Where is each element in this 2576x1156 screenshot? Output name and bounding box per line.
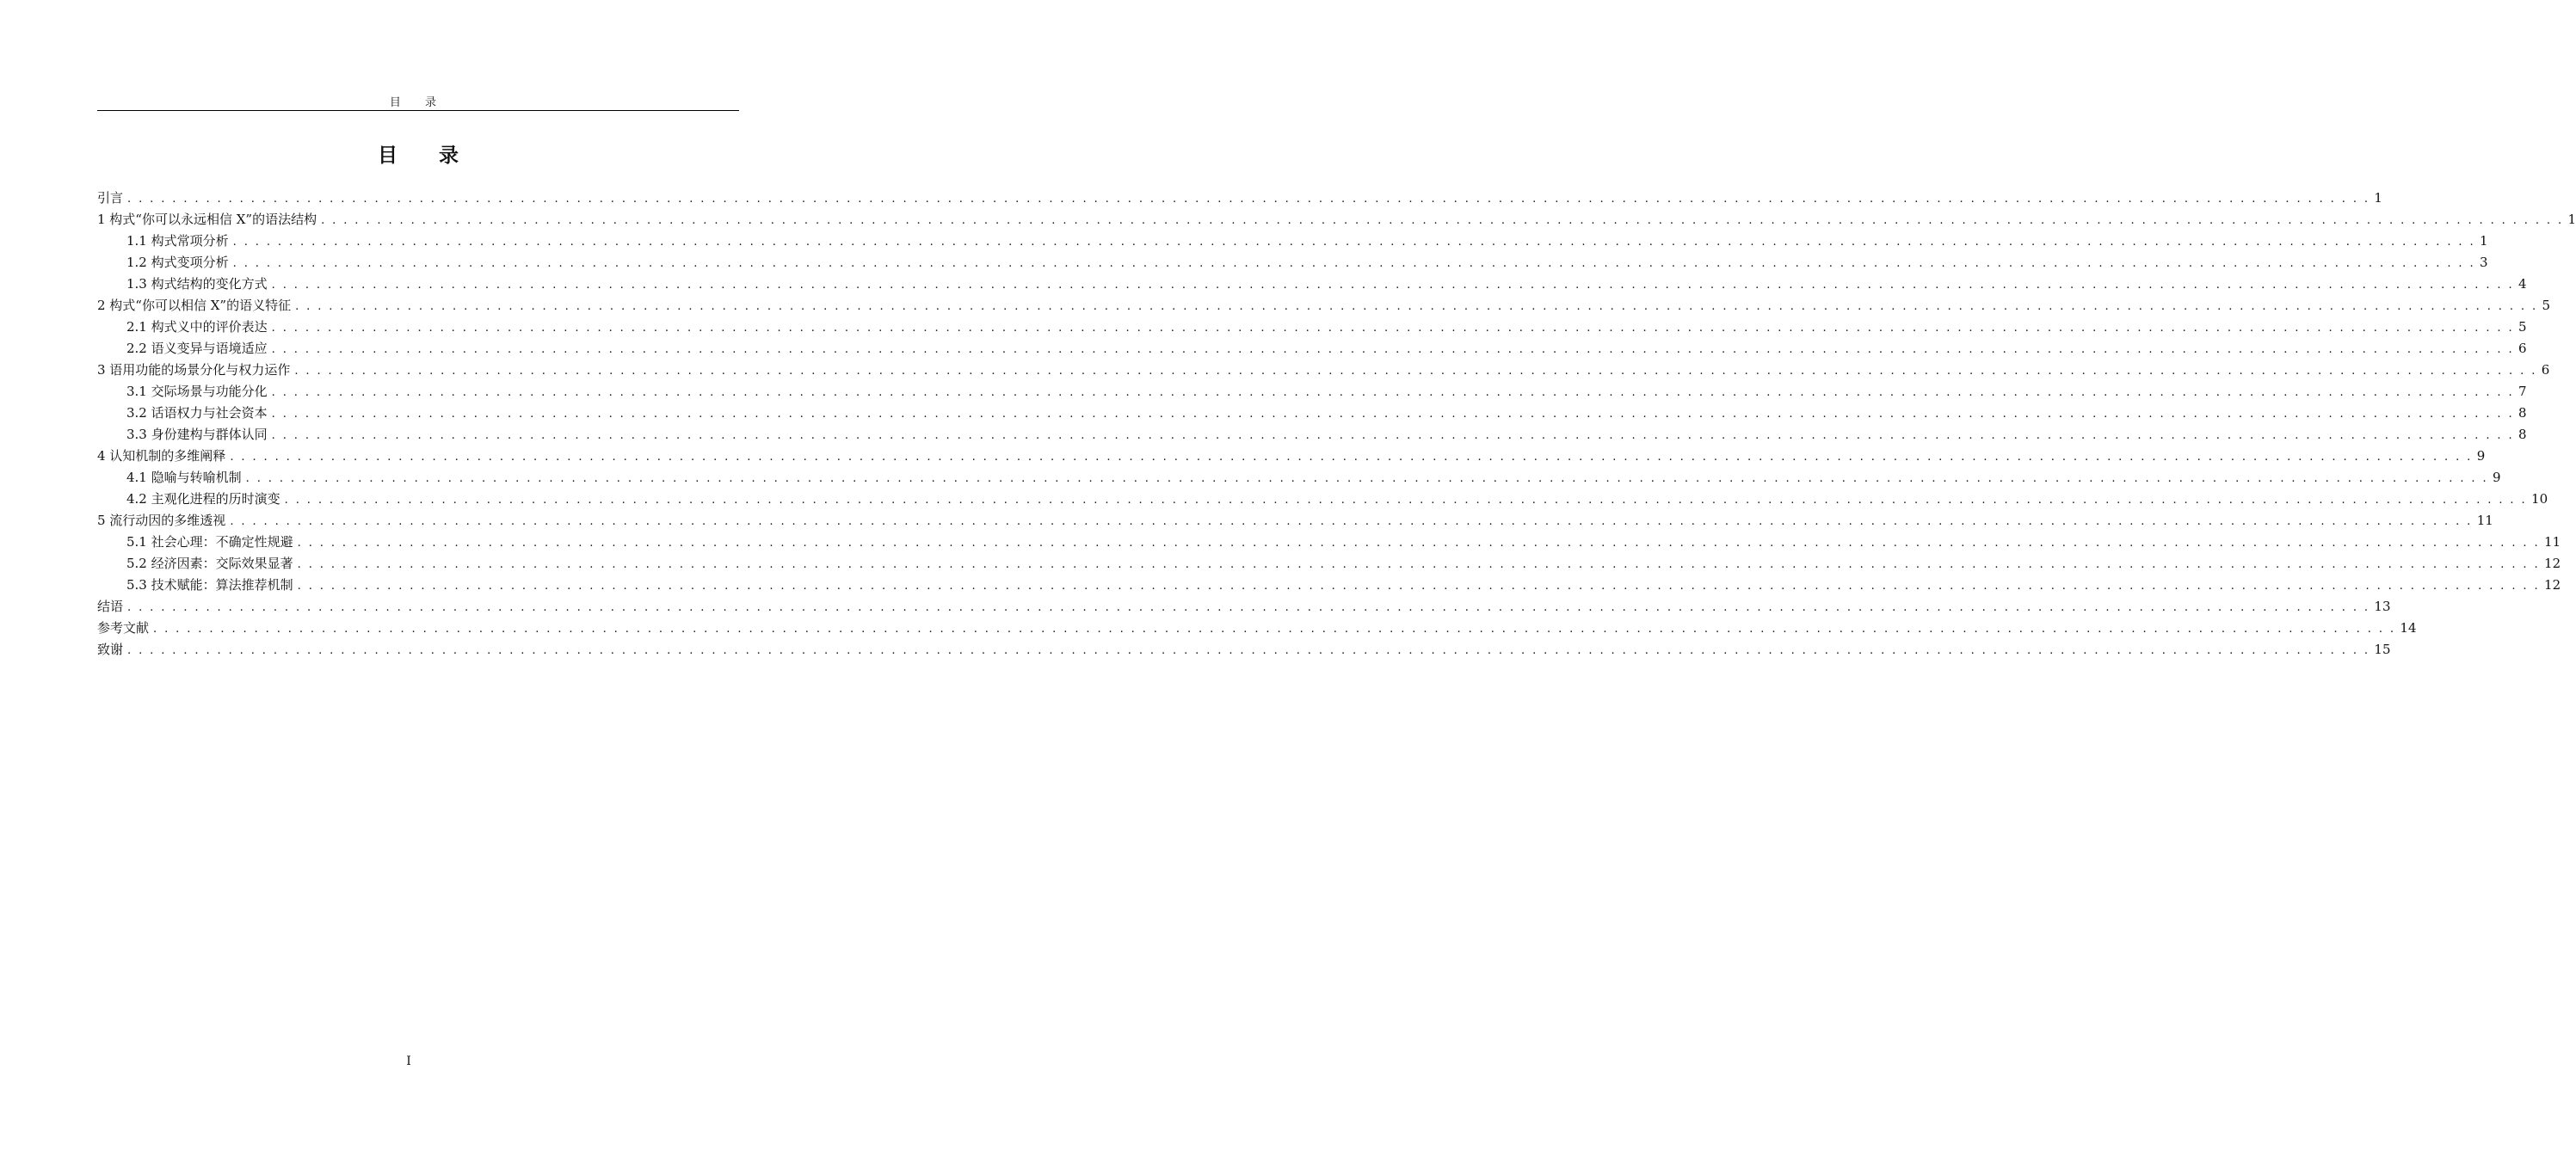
toc-dot-leader: . . . . . . . . . . . . . . . . . . . . . . . . . . . . . . . . . . . . . . . . . . . . . . . . . . . . . . . . . . . . . . . . . . . . . . . . . . . . . . . . . . . . . . . . . . . . . . . . . . . . . . . . . . . . . . . . . . . . . . . . . . . . . . . . . . . . . . . . . . . . . . . . . . . . . . . . . . . . . . . . . . . . . . . . . . . . . . . . . . . . . . . . . . . . . . . . . . . . . . . . bbox=[232, 236, 2476, 249]
toc-entry[interactable]: 引言 . . . . . . . . . . . . . . . . . . . . . . . . . . . . . . . . . . . . . . . . . . . . . . . . . . . . . . . . . . . . . . . . . . . . . . . . . . . . . . . . . . . . . . . . . . . . . . . . . . . . . . . . . . . . . . . . . . . . . . . . . . . . . . . . . . . . . . . . . . . . . . . . . . . . . . . . . . . . . . . . . . . . . . . . . . . . . . . . . . . . . . . . . . . . . . . . . . . . . . . . 1 bbox=[97, 188, 739, 209]
toc-entry[interactable]: 4 认知机制的多维阐释 . . . . . . . . . . . . . . . . . . . . . . . . . . . . . . . . . . . . . . . . . . . . . . . . . . . . . . . . . . . . . . . . . . . . . . . . . . . . . . . . . . . . . . . . . . . . . . . . . . . . . . . . . . . . . . . . . . . . . . . . . . . . . . . . . . . . . . . . . . . . . . . . . . . . . . . . . . . . . . . . . . . . . . . . . . . . . . . . . . . . . . . . . . . . . . . . . . . . . . . . 9 bbox=[97, 446, 739, 467]
toc-entry[interactable]: 结语 . . . . . . . . . . . . . . . . . . . . . . . . . . . . . . . . . . . . . . . . . . . . . . . . . . . . . . . . . . . . . . . . . . . . . . . . . . . . . . . . . . . . . . . . . . . . . . . . . . . . . . . . . . . . . . . . . . . . . . . . . . . . . . . . . . . . . . . . . . . . . . . . . . . . . . . . . . . . . . . . . . . . . . . . . . . . . . . . . . . . . . . . . . . . . . . . . . . . . . . . 13 bbox=[97, 596, 739, 618]
toc-entry[interactable]: 2 构式“你可以相信 X”的语义特征 . . . . . . . . . . . . . . . . . . . . . . . . . . . . . . . . . . . . . . . . . . . . . . . . . . . . . . . . . . . . . . . . . . . . . . . . . . . . . . . . . . . . . . . . . . . . . . . . . . . . . . . . . . . . . . . . . . . . . . . . . . . . . . . . . . . . . . . . . . . . . . . . . . . . . . . . . . . . . . . . . . . . . . . . . . . . . . . . . . . . . . . . . . . . . . . . . . . . . . . . 5 bbox=[97, 295, 739, 317]
toc-entry[interactable]: 2.2 语义变异与语境适应 . . . . . . . . . . . . . . . . . . . . . . . . . . . . . . . . . . . . . . . . . . . . . . . . . . . . . . . . . . . . . . . . . . . . . . . . . . . . . . . . . . . . . . . . . . . . . . . . . . . . . . . . . . . . . . . . . . . . . . . . . . . . . . . . . . . . . . . . . . . . . . . . . . . . . . . . . . . . . . . . . . . . . . . . . . . . . . . . . . . . . . . . . . . . . . . . . . . . . . . . 6 bbox=[97, 338, 739, 360]
toc-entry-label: 5.3 技术赋能：算法推荐机制 bbox=[126, 577, 293, 593]
toc-entry[interactable]: 1.1 构式常项分析 . . . . . . . . . . . . . . . . . . . . . . . . . . . . . . . . . . . . . . . . . . . . . . . . . . . . . . . . . . . . . . . . . . . . . . . . . . . . . . . . . . . . . . . . . . . . . . . . . . . . . . . . . . . . . . . . . . . . . . . . . . . . . . . . . . . . . . . . . . . . . . . . . . . . . . . . . . . . . . . . . . . . . . . . . . . . . . . . . . . . . . . . . . . . . . . . . . . . . . . . 1 bbox=[97, 231, 739, 252]
toc-entry[interactable]: 3.1 交际场景与功能分化 . . . . . . . . . . . . . . . . . . . . . . . . . . . . . . . . . . . . . . . . . . . . . . . . . . . . . . . . . . . . . . . . . . . . . . . . . . . . . . . . . . . . . . . . . . . . . . . . . . . . . . . . . . . . . . . . . . . . . . . . . . . . . . . . . . . . . . . . . . . . . . . . . . . . . . . . . . . . . . . . . . . . . . . . . . . . . . . . . . . . . . . . . . . . . . . . . . . . . . . . 7 bbox=[97, 381, 739, 403]
toc-dot-leader: . . . . . . . . . . . . . . . . . . . . . . . . . . . . . . . . . . . . . . . . . . . . . . . . . . . . . . . . . . . . . . . . . . . . . . . . . . . . . . . . . . . . . . . . . . . . . . . . . . . . . . . . . . . . . . . . . . . . . . . . . . . . . . . . . . . . . . . . . . . . . . . . . . . . . . . . . . . . . . . . . . . . . . . . . . . . . . . . . . . . . . . . . . . . . . . . . . . . . . . . bbox=[271, 429, 2515, 442]
toc-dot-leader: . . . . . . . . . . . . . . . . . . . . . . . . . . . . . . . . . . . . . . . . . . . . . . . . . . . . . . . . . . . . . . . . . . . . . . . . . . . . . . . . . . . . . . . . . . . . . . . . . . . . . . . . . . . . . . . . . . . . . . . . . . . . . . . . . . . . . . . . . . . . . . . . . . . . . . . . . . . . . . . . . . . . . . . . . . . . . . . . . . . . . . . . . . . . . . . . . . . . . . . . bbox=[321, 214, 2564, 227]
toc-dot-leader: . . . . . . . . . . . . . . . . . . . . . . . . . . . . . . . . . . . . . . . . . . . . . . . . . . . . . . . . . . . . . . . . . . . . . . . . . . . . . . . . . . . . . . . . . . . . . . . . . . . . . . . . . . . . . . . . . . . . . . . . . . . . . . . . . . . . . . . . . . . . . . . . . . . . . . . . . . . . . . . . . . . . . . . . . . . . . . . . . . . . . . . . . . . . . . . . . . . . . . . . bbox=[284, 494, 2528, 507]
toc-dot-leader: . . . . . . . . . . . . . . . . . . . . . . . . . . . . . . . . . . . . . . . . . . . . . . . . . . . . . . . . . . . . . . . . . . . . . . . . . . . . . . . . . . . . . . . . . . . . . . . . . . . . . . . . . . . . . . . . . . . . . . . . . . . . . . . . . . . . . . . . . . . . . . . . . . . . . . . . . . . . . . . . . . . . . . . . . . . . . . . . . . . . . . . . . . . . . . . . . . . . . . . . bbox=[271, 386, 2515, 399]
toc-dot-leader: . . . . . . . . . . . . . . . . . . . . . . . . . . . . . . . . . . . . . . . . . . . . . . . . . . . . . . . . . . . . . . . . . . . . . . . . . . . . . . . . . . . . . . . . . . . . . . . . . . . . . . . . . . . . . . . . . . . . . . . . . . . . . . . . . . . . . . . . . . . . . . . . . . . . . . . . . . . . . . . . . . . . . . . . . . . . . . . . . . . . . . . . . . . . . . . . . . . . . . . . bbox=[294, 365, 2537, 378]
toc-dot-leader: . . . . . . . . . . . . . . . . . . . . . . . . . . . . . . . . . . . . . . . . . . . . . . . . . . . . . . . . . . . . . . . . . . . . . . . . . . . . . . . . . . . . . . . . . . . . . . . . . . . . . . . . . . . . . . . . . . . . . . . . . . . . . . . . . . . . . . . . . . . . . . . . . . . . . . . . . . . . . . . . . . . . . . . . . . . . . . . . . . . . . . . . . . . . . . . . . . . . . . . . bbox=[232, 257, 2476, 270]
toc-dot-leader: . . . . . . . . . . . . . . . . . . . . . . . . . . . . . . . . . . . . . . . . . . . . . . . . . . . . . . . . . . . . . . . . . . . . . . . . . . . . . . . . . . . . . . . . . . . . . . . . . . . . . . . . . . . . . . . . . . . . . . . . . . . . . . . . . . . . . . . . . . . . . . . . . . . . . . . . . . . . . . . . . . . . . . . . . . . . . . . . . . . . . . . . . . . . . . . . . . . . . . . . bbox=[245, 472, 2489, 485]
toc-entry-label: 4 认知机制的多维阐释 bbox=[97, 448, 226, 464]
toc-dot-leader: . . . . . . . . . . . . . . . . . . . . . . . . . . . . . . . . . . . . . . . . . . . . . . . . . . . . . . . . . . . . . . . . . . . . . . . . . . . . . . . . . . . . . . . . . . . . . . . . . . . . . . . . . . . . . . . . . . . . . . . . . . . . . . . . . . . . . . . . . . . . . . . . . . . . . . . . . . . . . . . . . . . . . . . . . . . . . . . . . . . . . . . . . . . . . . . . . . . . . . . . bbox=[271, 279, 2515, 292]
toc-entry-label: 3.2 话语权力与社会资本 bbox=[126, 405, 268, 421]
toc-dot-leader: . . . . . . . . . . . . . . . . . . . . . . . . . . . . . . . . . . . . . . . . . . . . . . . . . . . . . . . . . . . . . . . . . . . . . . . . . . . . . . . . . . . . . . . . . . . . . . . . . . . . . . . . . . . . . . . . . . . . . . . . . . . . . . . . . . . . . . . . . . . . . . . . . . . . . . . . . . . . . . . . . . . . . . . . . . . . . . . . . . . . . . . . . . . . . . . . . . . . . . . . bbox=[271, 408, 2515, 421]
toc-entry-label: 1.2 构式变项分析 bbox=[126, 255, 229, 270]
toc-dot-leader: . . . . . . . . . . . . . . . . . . . . . . . . . . . . . . . . . . . . . . . . . . . . . . . . . . . . . . . . . . . . . . . . . . . . . . . . . . . . . . . . . . . . . . . . . . . . . . . . . . . . . . . . . . . . . . . . . . . . . . . . . . . . . . . . . . . . . . . . . . . . . . . . . . . . . . . . . . . . . . . . . . . . . . . . . . . . . . . . . . . . . . . . . . . . . . . . . . . . . . . . bbox=[127, 193, 2370, 206]
toc-title: 目 录 bbox=[377, 144, 476, 167]
toc-dot-leader: . . . . . . . . . . . . . . . . . . . . . . . . . . . . . . . . . . . . . . . . . . . . . . . . . . . . . . . . . . . . . . . . . . . . . . . . . . . . . . . . . . . . . . . . . . . . . . . . . . . . . . . . . . . . . . . . . . . . . . . . . . . . . . . . . . . . . . . . . . . . . . . . . . . . . . . . . . . . . . . . . . . . . . . . . . . . . . . . . . . . . . . . . . . . . . . . . . . . . . . . bbox=[127, 644, 2370, 657]
toc-dot-leader: . . . . . . . . . . . . . . . . . . . . . . . . . . . . . . . . . . . . . . . . . . . . . . . . . . . . . . . . . . . . . . . . . . . . . . . . . . . . . . . . . . . . . . . . . . . . . . . . . . . . . . . . . . . . . . . . . . . . . . . . . . . . . . . . . . . . . . . . . . . . . . . . . . . . . . . . . . . . . . . . . . . . . . . . . . . . . . . . . . . . . . . . . . . . . . . . . . . . . . . . bbox=[230, 515, 2473, 528]
toc-entry[interactable]: 4.1 隐喻与转喻机制 . . . . . . . . . . . . . . . . . . . . . . . . . . . . . . . . . . . . . . . . . . . . . . . . . . . . . . . . . . . . . . . . . . . . . . . . . . . . . . . . . . . . . . . . . . . . . . . . . . . . . . . . . . . . . . . . . . . . . . . . . . . . . . . . . . . . . . . . . . . . . . . . . . . . . . . . . . . . . . . . . . . . . . . . . . . . . . . . . . . . . . . . . . . . . . . . . . . . . . . . 9 bbox=[97, 467, 739, 489]
toc-entry[interactable]: 5.3 技术赋能：算法推荐机制 . . . . . . . . . . . . . . . . . . . . . . . . . . . . . . . . . . . . . . . . . . . . . . . . . . . . . . . . . . . . . . . . . . . . . . . . . . . . . . . . . . . . . . . . . . . . . . . . . . . . . . . . . . . . . . . . . . . . . . . . . . . . . . . . . . . . . . . . . . . . . . . . . . . . . . . . . . . . . . . . . . . . . . . . . . . . . . . . . . . . . . . . . . . . . . . . . . . . . . . . 12 bbox=[97, 575, 739, 596]
toc-entry[interactable]: 3.3 身份建构与群体认同 . . . . . . . . . . . . . . . . . . . . . . . . . . . . . . . . . . . . . . . . . . . . . . . . . . . . . . . . . . . . . . . . . . . . . . . . . . . . . . . . . . . . . . . . . . . . . . . . . . . . . . . . . . . . . . . . . . . . . . . . . . . . . . . . . . . . . . . . . . . . . . . . . . . . . . . . . . . . . . . . . . . . . . . . . . . . . . . . . . . . . . . . . . . . . . . . . . . . . . . . 8 bbox=[97, 424, 739, 446]
toc-dot-leader: . . . . . . . . . . . . . . . . . . . . . . . . . . . . . . . . . . . . . . . . . . . . . . . . . . . . . . . . . . . . . . . . . . . . . . . . . . . . . . . . . . . . . . . . . . . . . . . . . . . . . . . . . . . . . . . . . . . . . . . . . . . . . . . . . . . . . . . . . . . . . . . . . . . . . . . . . . . . . . . . . . . . . . . . . . . . . . . . . . . . . . . . . . . . . . . . . . . . . . . . bbox=[271, 322, 2515, 335]
table-of-contents bbox=[97, 188, 2576, 661]
toc-entry[interactable]: 参考文献 . . . . . . . . . . . . . . . . . . . . . . . . . . . . . . . . . . . . . . . . . . . . . . . . . . . . . . . . . . . . . . . . . . . . . . . . . . . . . . . . . . . . . . . . . . . . . . . . . . . . . . . . . . . . . . . . . . . . . . . . . . . . . . . . . . . . . . . . . . . . . . . . . . . . . . . . . . . . . . . . . . . . . . . . . . . . . . . . . . . . . . . . . . . . . . . . . . . . . . . . 14 bbox=[97, 618, 739, 639]
toc-entry-label: 2.2 语义变异与语境适应 bbox=[126, 341, 268, 356]
toc-entry[interactable]: 2.1 构式义中的评价表达 . . . . . . . . . . . . . . . . . . . . . . . . . . . . . . . . . . . . . . . . . . . . . . . . . . . . . . . . . . . . . . . . . . . . . . . . . . . . . . . . . . . . . . . . . . . . . . . . . . . . . . . . . . . . . . . . . . . . . . . . . . . . . . . . . . . . . . . . . . . . . . . . . . . . . . . . . . . . . . . . . . . . . . . . . . . . . . . . . . . . . . . . . . . . . . . . . . . . . . . . 5 bbox=[97, 317, 739, 338]
toc-dot-leader: . . . . . . . . . . . . . . . . . . . . . . . . . . . . . . . . . . . . . . . . . . . . . . . . . . . . . . . . . . . . . . . . . . . . . . . . . . . . . . . . . . . . . . . . . . . . . . . . . . . . . . . . . . . . . . . . . . . . . . . . . . . . . . . . . . . . . . . . . . . . . . . . . . . . . . . . . . . . . . . . . . . . . . . . . . . . . . . . . . . . . . . . . . . . . . . . . . . . . . . . bbox=[297, 558, 2541, 571]
header-rule bbox=[97, 110, 739, 111]
toc-entry-label: 3.1 交际场景与功能分化 bbox=[126, 384, 268, 399]
toc-entry-label: 2.1 构式义中的评价表达 bbox=[126, 319, 268, 335]
page-number: I bbox=[406, 1055, 411, 1068]
toc-entry-label: 3.3 身份建构与群体认同 bbox=[126, 427, 268, 442]
toc-dot-leader: . . . . . . . . . . . . . . . . . . . . . . . . . . . . . . . . . . . . . . . . . . . . . . . . . . . . . . . . . . . . . . . . . . . . . . . . . . . . . . . . . . . . . . . . . . . . . . . . . . . . . . . . . . . . . . . . . . . . . . . . . . . . . . . . . . . . . . . . . . . . . . . . . . . . . . . . . . . . . . . . . . . . . . . . . . . . . . . . . . . . . . . . . . . . . . . . . . . . . . . . bbox=[153, 623, 2396, 636]
toc-entry-label: 致谢 bbox=[97, 642, 124, 657]
toc-entry[interactable]: 3.2 话语权力与社会资本 . . . . . . . . . . . . . . . . . . . . . . . . . . . . . . . . . . . . . . . . . . . . . . . . . . . . . . . . . . . . . . . . . . . . . . . . . . . . . . . . . . . . . . . . . . . . . . . . . . . . . . . . . . . . . . . . . . . . . . . . . . . . . . . . . . . . . . . . . . . . . . . . . . . . . . . . . . . . . . . . . . . . . . . . . . . . . . . . . . . . . . . . . . . . . . . . . . . . . . . . 8 bbox=[97, 403, 739, 424]
toc-entry-label: 引言 bbox=[97, 190, 124, 206]
toc-entry[interactable]: 5.1 社会心理：不确定性规避 . . . . . . . . . . . . . . . . . . . . . . . . . . . . . . . . . . . . . . . . . . . . . . . . . . . . . . . . . . . . . . . . . . . . . . . . . . . . . . . . . . . . . . . . . . . . . . . . . . . . . . . . . . . . . . . . . . . . . . . . . . . . . . . . . . . . . . . . . . . . . . . . . . . . . . . . . . . . . . . . . . . . . . . . . . . . . . . . . . . . . . . . . . . . . . . . . . . . . . . . 11 bbox=[97, 532, 739, 553]
running-header: 目 录 bbox=[389, 96, 447, 109]
toc-dot-leader: . . . . . . . . . . . . . . . . . . . . . . . . . . . . . . . . . . . . . . . . . . . . . . . . . . . . . . . . . . . . . . . . . . . . . . . . . . . . . . . . . . . . . . . . . . . . . . . . . . . . . . . . . . . . . . . . . . . . . . . . . . . . . . . . . . . . . . . . . . . . . . . . . . . . . . . . . . . . . . . . . . . . . . . . . . . . . . . . . . . . . . . . . . . . . . . . . . . . . . . . bbox=[230, 451, 2473, 464]
toc-entry[interactable]: 致谢 . . . . . . . . . . . . . . . . . . . . . . . . . . . . . . . . . . . . . . . . . . . . . . . . . . . . . . . . . . . . . . . . . . . . . . . . . . . . . . . . . . . . . . . . . . . . . . . . . . . . . . . . . . . . . . . . . . . . . . . . . . . . . . . . . . . . . . . . . . . . . . . . . . . . . . . . . . . . . . . . . . . . . . . . . . . . . . . . . . . . . . . . . . . . . . . . . . . . . . . . 15 bbox=[97, 639, 739, 661]
toc-entry-label: 1.1 构式常项分析 bbox=[126, 233, 229, 249]
toc-dot-leader: . . . . . . . . . . . . . . . . . . . . . . . . . . . . . . . . . . . . . . . . . . . . . . . . . . . . . . . . . . . . . . . . . . . . . . . . . . . . . . . . . . . . . . . . . . . . . . . . . . . . . . . . . . . . . . . . . . . . . . . . . . . . . . . . . . . . . . . . . . . . . . . . . . . . . . . . . . . . . . . . . . . . . . . . . . . . . . . . . . . . . . . . . . . . . . . . . . . . . . . . bbox=[297, 580, 2541, 593]
toc-dot-leader: . . . . . . . . . . . . . . . . . . . . . . . . . . . . . . . . . . . . . . . . . . . . . . . . . . . . . . . . . . . . . . . . . . . . . . . . . . . . . . . . . . . . . . . . . . . . . . . . . . . . . . . . . . . . . . . . . . . . . . . . . . . . . . . . . . . . . . . . . . . . . . . . . . . . . . . . . . . . . . . . . . . . . . . . . . . . . . . . . . . . . . . . . . . . . . . . . . . . . . . . bbox=[127, 601, 2370, 614]
toc-entry-label: 结语 bbox=[97, 599, 124, 614]
toc-entry-label: 1 构式“你可以永远相信 X”的语法结构 bbox=[97, 212, 317, 227]
toc-dot-leader: . . . . . . . . . . . . . . . . . . . . . . . . . . . . . . . . . . . . . . . . . . . . . . . . . . . . . . . . . . . . . . . . . . . . . . . . . . . . . . . . . . . . . . . . . . . . . . . . . . . . . . . . . . . . . . . . . . . . . . . . . . . . . . . . . . . . . . . . . . . . . . . . . . . . . . . . . . . . . . . . . . . . . . . . . . . . . . . . . . . . . . . . . . . . . . . . . . . . . . . . bbox=[297, 537, 2541, 550]
toc-entry-label: 参考文献 bbox=[97, 620, 150, 636]
toc-entry[interactable]: 5.2 经济因素：交际效果显著 . . . . . . . . . . . . . . . . . . . . . . . . . . . . . . . . . . . . . . . . . . . . . . . . . . . . . . . . . . . . . . . . . . . . . . . . . . . . . . . . . . . . . . . . . . . . . . . . . . . . . . . . . . . . . . . . . . . . . . . . . . . . . . . . . . . . . . . . . . . . . . . . . . . . . . . . . . . . . . . . . . . . . . . . . . . . . . . . . . . . . . . . . . . . . . . . . . . . . . . . 12 bbox=[97, 553, 739, 575]
toc-entry[interactable]: 3 语用功能的场景分化与权力运作 . . . . . . . . . . . . . . . . . . . . . . . . . . . . . . . . . . . . . . . . . . . . . . . . . . . . . . . . . . . . . . . . . . . . . . . . . . . . . . . . . . . . . . . . . . . . . . . . . . . . . . . . . . . . . . . . . . . . . . . . . . . . . . . . . . . . . . . . . . . . . . . . . . . . . . . . . . . . . . . . . . . . . . . . . . . . . . . . . . . . . . . . . . . . . . . . . . . . . . . . 6 bbox=[97, 360, 739, 381]
toc-dot-leader: . . . . . . . . . . . . . . . . . . . . . . . . . . . . . . . . . . . . . . . . . . . . . . . . . . . . . . . . . . . . . . . . . . . . . . . . . . . . . . . . . . . . . . . . . . . . . . . . . . . . . . . . . . . . . . . . . . . . . . . . . . . . . . . . . . . . . . . . . . . . . . . . . . . . . . . . . . . . . . . . . . . . . . . . . . . . . . . . . . . . . . . . . . . . . . . . . . . . . . . . bbox=[295, 300, 2538, 313]
toc-entry-label: 2 构式“你可以相信 X”的语义特征 bbox=[97, 298, 292, 313]
toc-entry[interactable]: 1.3 构式结构的变化方式 . . . . . . . . . . . . . . . . . . . . . . . . . . . . . . . . . . . . . . . . . . . . . . . . . . . . . . . . . . . . . . . . . . . . . . . . . . . . . . . . . . . . . . . . . . . . . . . . . . . . . . . . . . . . . . . . . . . . . . . . . . . . . . . . . . . . . . . . . . . . . . . . . . . . . . . . . . . . . . . . . . . . . . . . . . . . . . . . . . . . . . . . . . . . . . . . . . . . . . . . 4 bbox=[97, 274, 739, 295]
toc-entry-label: 4.1 隐喻与转喻机制 bbox=[126, 470, 242, 485]
toc-entry-label: 3 语用功能的场景分化与权力运作 bbox=[97, 362, 291, 378]
toc-entry-label: 1.3 构式结构的变化方式 bbox=[126, 276, 268, 292]
toc-entry[interactable]: 5 流行动因的多维透视 . . . . . . . . . . . . . . . . . . . . . . . . . . . . . . . . . . . . . . . . . . . . . . . . . . . . . . . . . . . . . . . . . . . . . . . . . . . . . . . . . . . . . . . . . . . . . . . . . . . . . . . . . . . . . . . . . . . . . . . . . . . . . . . . . . . . . . . . . . . . . . . . . . . . . . . . . . . . . . . . . . . . . . . . . . . . . . . . . . . . . . . . . . . . . . . . . . . . . . . . 11 bbox=[97, 510, 739, 532]
toc-entry-label: 4.2 主观化进程的历时演变 bbox=[126, 491, 280, 507]
toc-entry[interactable]: 1 构式“你可以永远相信 X”的语法结构 . . . . . . . . . . . . . . . . . . . . . . . . . . . . . . . . . . . . . . . . . . . . . . . . . . . . . . . . . . . . . . . . . . . . . . . . . . . . . . . . . . . . . . . . . . . . . . . . . . . . . . . . . . . . . . . . . . . . . . . . . . . . . . . . . . . . . . . . . . . . . . . . . . . . . . . . . . . . . . . . . . . . . . . . . . . . . . . . . . . . . . . . . . . . . . . . . . . . . . . . 1 bbox=[97, 209, 739, 231]
toc-dot-leader: . . . . . . . . . . . . . . . . . . . . . . . . . . . . . . . . . . . . . . . . . . . . . . . . . . . . . . . . . . . . . . . . . . . . . . . . . . . . . . . . . . . . . . . . . . . . . . . . . . . . . . . . . . . . . . . . . . . . . . . . . . . . . . . . . . . . . . . . . . . . . . . . . . . . . . . . . . . . . . . . . . . . . . . . . . . . . . . . . . . . . . . . . . . . . . . . . . . . . . . . bbox=[271, 343, 2515, 356]
toc-entry-label: 5 流行动因的多维透视 bbox=[97, 513, 226, 528]
toc-entry-label: 5.1 社会心理：不确定性规避 bbox=[126, 534, 293, 550]
toc-entry[interactable]: 1.2 构式变项分析 . . . . . . . . . . . . . . . . . . . . . . . . . . . . . . . . . . . . . . . . . . . . . . . . . . . . . . . . . . . . . . . . . . . . . . . . . . . . . . . . . . . . . . . . . . . . . . . . . . . . . . . . . . . . . . . . . . . . . . . . . . . . . . . . . . . . . . . . . . . . . . . . . . . . . . . . . . . . . . . . . . . . . . . . . . . . . . . . . . . . . . . . . . . . . . . . . . . . . . . . 3 bbox=[97, 252, 739, 274]
toc-entry[interactable]: 4.2 主观化进程的历时演变 . . . . . . . . . . . . . . . . . . . . . . . . . . . . . . . . . . . . . . . . . . . . . . . . . . . . . . . . . . . . . . . . . . . . . . . . . . . . . . . . . . . . . . . . . . . . . . . . . . . . . . . . . . . . . . . . . . . . . . . . . . . . . . . . . . . . . . . . . . . . . . . . . . . . . . . . . . . . . . . . . . . . . . . . . . . . . . . . . . . . . . . . . . . . . . . . . . . . . . . . 10 bbox=[97, 489, 739, 510]
toc-entry-label: 5.2 经济因素：交际效果显著 bbox=[126, 556, 293, 571]
